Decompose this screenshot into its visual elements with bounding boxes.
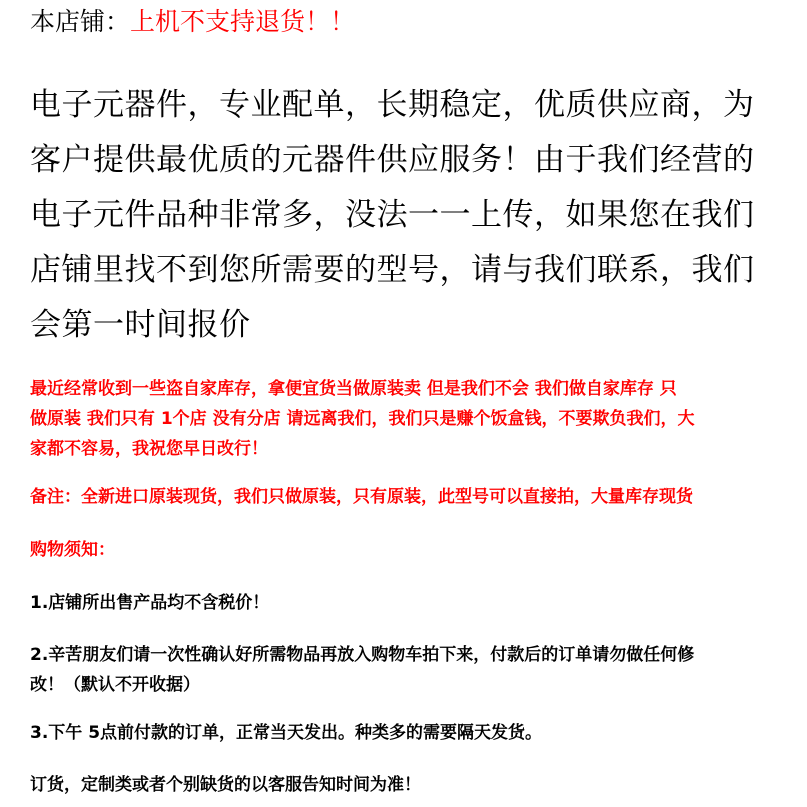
shopping-notice-title: 购物须知： — [30, 540, 115, 560]
warning-line: 做原装 我们只有 1个店 没有分店 请远离我们，我们只是赚个饭盒钱，不要欺负我们，大 — [30, 409, 695, 429]
rule-line: 1.店铺所出售产品均不含税价！ — [30, 593, 270, 613]
store-notice-prefix: 本店铺： — [30, 7, 131, 36]
store-notice — [30, 4, 355, 40]
intro-line: 电子元件品种非常多，没法一一上传，如果您在我们 — [30, 197, 755, 233]
warning-line: 最近经常收到一些盗自家库存，拿便宜货当做原装卖 但是我们不会 我们做自家库存 只 — [30, 379, 677, 399]
rule-line: 改！（默认不开收据） — [30, 675, 200, 695]
shopping-rule-1 — [30, 588, 269, 618]
remark-line: 备注：全新进口原装现货，我们只做原装，只有原装，此型号可以直接拍，大量库存现货 — [30, 487, 693, 507]
intro-line: 电子元器件，专业配单，长期稳定，优质供应商，为 — [30, 87, 755, 123]
rule-line: 3.下午 5点前付款的订单，正常当天发出。种类多的需要隔天发货。 — [30, 723, 543, 743]
shopping-rule-4 — [30, 770, 421, 800]
intro-line: 会第一时间报价 — [30, 307, 251, 343]
shopping-rule-3 — [30, 718, 542, 748]
intro-line: 店铺里找不到您所需要的型号，请与我们联系，我们 — [30, 252, 755, 288]
shopping-rule-2 — [30, 640, 694, 700]
rule-line: 2.辛苦朋友们请一次性确认好所需物品再放入购物车拍下来，付款后的订单请勿做任何修 — [30, 645, 695, 665]
intro-line: 客户提供最优质的元器件供应服务！由于我们经营的 — [30, 142, 755, 178]
store-intro-paragraph — [30, 78, 780, 353]
no-return-warning: 上机不支持退货！！ — [130, 7, 356, 36]
counterfeit-warning-paragraph — [30, 374, 790, 464]
warning-line: 家都不容易，我祝您早日改行！ — [30, 439, 268, 459]
rule-line: 订货，定制类或者个别缺货的以客服告知时间为准！ — [30, 775, 421, 795]
